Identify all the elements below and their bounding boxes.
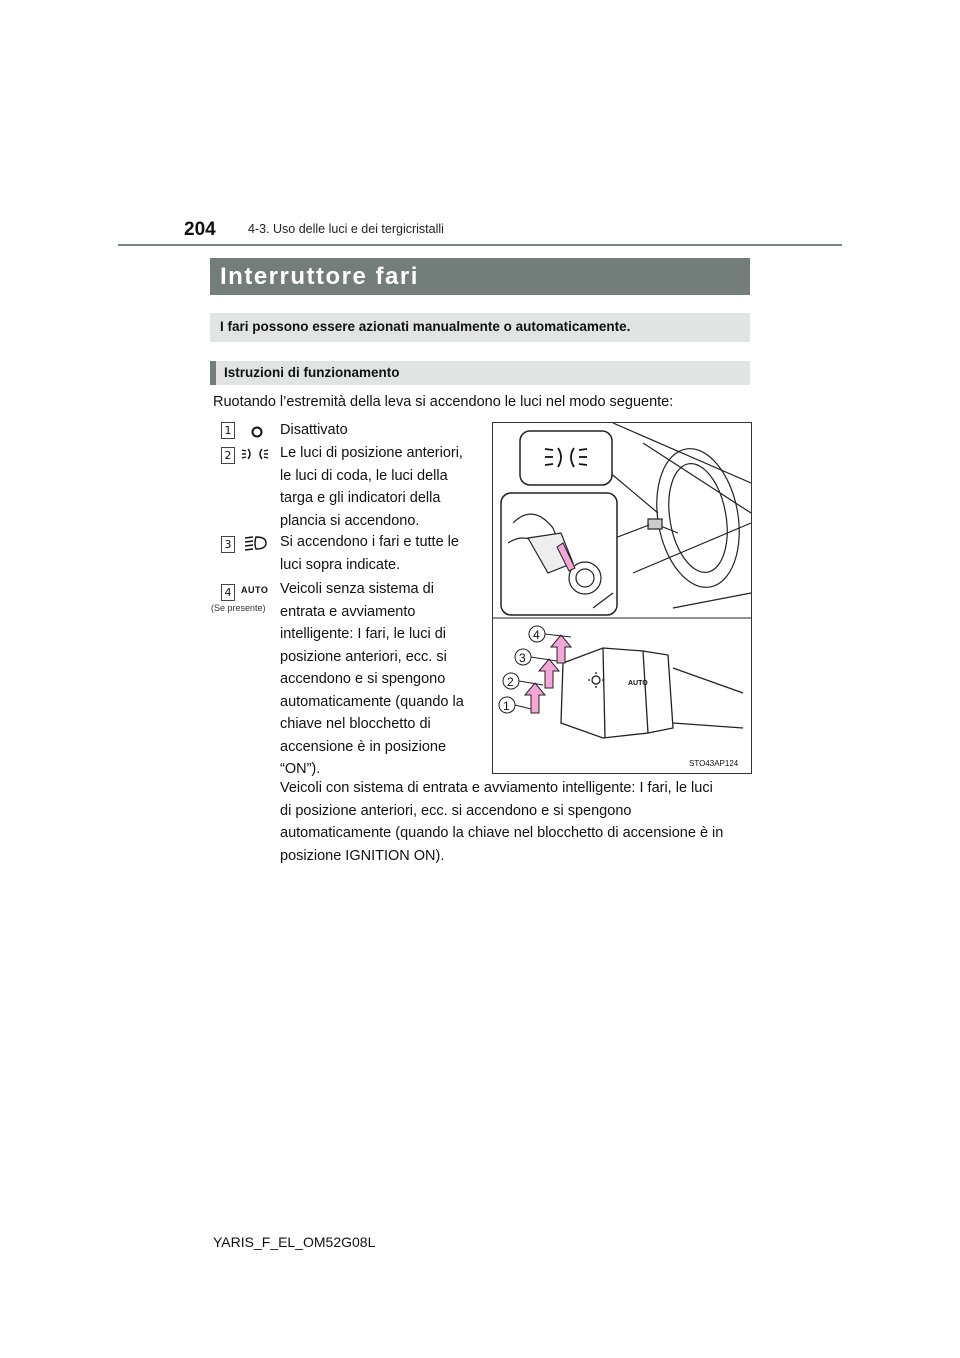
paragraph-line: di posizione anteriori, ecc. si accendono e si spengono (280, 802, 632, 819)
item-3-text (280, 531, 480, 576)
auto-icon: AUTO (241, 585, 269, 595)
lead-text: Ruotando l’estremità della leva si accendono le luci nel modo seguente: (213, 394, 674, 410)
item-number-3: 3 (221, 536, 235, 553)
item-4-line: “ON”). (280, 761, 321, 777)
callout-4: 4 (533, 628, 540, 642)
item-4-line: posizione anteriori, ecc. si (280, 648, 447, 665)
subheading: Istruzioni di funzionamento (224, 365, 400, 380)
item-4-line: accendono e si spengono (280, 671, 446, 687)
header-rule (118, 244, 842, 246)
item-number-1: 1 (221, 422, 235, 439)
item-4-note: (Se presente) (211, 603, 266, 613)
intro-text: I fari possono essere azionati manualmente o automaticamente. (220, 319, 631, 334)
item-number-2: 2 (221, 447, 235, 464)
item-1-line: Disattivato (280, 422, 348, 438)
subheading-marker (210, 361, 216, 385)
paragraph-line: automaticamente (quando la chiave nel blocchetto di accensione è in (280, 825, 724, 841)
callout-2: 2 (507, 675, 514, 689)
item-2-line: Le luci di posizione anteriori, (280, 445, 463, 461)
closing-paragraph (280, 777, 750, 867)
callout-1: 1 (503, 699, 510, 713)
section-header: 4-3. Uso delle luci e dei tergicristalli (248, 222, 444, 236)
page-title: Interruttore fari (220, 263, 419, 290)
side-lights-icon (241, 445, 269, 463)
item-4-line: Veicoli senza sistema di (280, 581, 434, 597)
item-4-text (280, 578, 480, 781)
item-4-line: intelligente: I fari, le luci di (280, 626, 447, 642)
item-4-line: automaticamente (quando la (280, 693, 464, 710)
item-2-line: le luci di coda, le luci della (280, 467, 448, 484)
paragraph-line: Veicoli con sistema di entrata e avviamento intelligente: I fari, le luci (280, 780, 713, 796)
lever-auto-label: AUTO (628, 680, 648, 687)
headlight-icon (244, 534, 268, 552)
subheading-band (210, 361, 750, 385)
title-bar (210, 258, 750, 295)
item-1-text (280, 419, 480, 442)
lever-drawing (493, 423, 751, 773)
item-4-line: accensione è in posizione (280, 738, 447, 755)
footer-code: YARIS_F_EL_OM52G08L (213, 1234, 376, 1250)
item-3-line: Si accendono i fari e tutte le (280, 534, 459, 550)
item-4-line: chiave nel blocchetto di (280, 716, 431, 732)
off-ring-icon (249, 424, 265, 440)
item-2-text (280, 442, 480, 532)
intro-band (210, 313, 750, 342)
callout-3: 3 (519, 651, 526, 665)
item-3-line: luci sopra indicate. (280, 556, 401, 573)
item-4-line: entrata e avviamento (280, 603, 416, 620)
item-2-line: plancia si accendono. (280, 512, 420, 529)
figure-code: STO43AP124 (689, 759, 739, 768)
lever-illustration (492, 422, 752, 774)
page-number: 204 (184, 219, 216, 240)
paragraph-line: posizione IGNITION ON). (280, 847, 445, 864)
item-2-line: targa e gli indicatori della (280, 490, 441, 506)
item-number-4: 4 (221, 584, 235, 601)
